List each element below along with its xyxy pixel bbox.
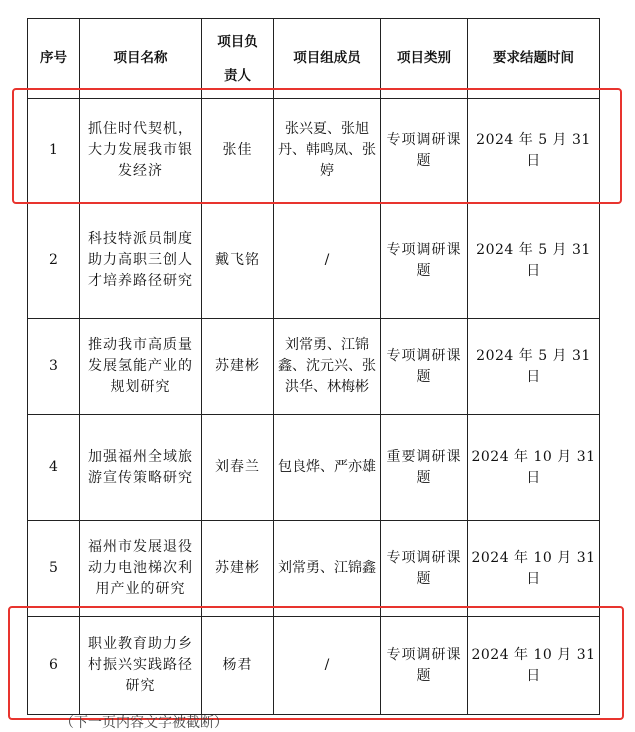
table-row [28,617,600,715]
row-members: 张兴夏、张旭丹、韩鸣凤、张婷 [274,99,381,203]
row-project-name: 科技特派员制度助力高职三创人才培养路径研究 [80,203,202,319]
row-deadline: 2024 年 10 月 31 日 [468,415,600,521]
table-row [28,99,600,203]
row-deadline: 2024 年 5 月 31 日 [468,319,600,415]
header-members: 项目组成员 [274,19,381,99]
row-leader: 戴飞铭 [202,203,274,319]
row-members: / [274,203,381,319]
row-category: 专项调研课题 [381,617,468,715]
header-leader [202,19,274,99]
table-row [28,203,600,319]
project-table [27,18,600,715]
truncated-footer-text: （下一页内容文字被截断） [60,715,228,731]
row-project-name: 福州市发展退役动力电池梯次利用产业的研究 [80,521,202,617]
header-name: 项目名称 [80,19,202,99]
header-deadline: 要求结题时间 [468,19,600,99]
row-members: 刘常勇、江锦鑫 [274,521,381,617]
table-row [28,415,600,521]
table-row [28,521,600,617]
row-leader: 杨君 [202,617,274,715]
row-project-name: 职业教育助力乡村振兴实践路径研究 [80,617,202,715]
row-leader: 苏建彬 [202,319,274,415]
row-leader: 苏建彬 [202,521,274,617]
header-leader-line2: 责人 [224,67,251,84]
row-index: 1 [28,99,80,203]
row-index: 4 [28,415,80,521]
row-members: 包良烨、严亦雄 [274,415,381,521]
row-index: 3 [28,319,80,415]
row-index: 6 [28,617,80,715]
row-category: 专项调研课题 [381,99,468,203]
row-category: 专项调研课题 [381,521,468,617]
row-category: 专项调研课题 [381,319,468,415]
row-category: 重要调研课题 [381,415,468,521]
row-project-name: 抓住时代契机，大力发展我市银发经济 [80,99,202,203]
row-project-name: 加强福州全域旅游宣传策略研究 [80,415,202,521]
header-category: 项目类别 [381,19,468,99]
table-row [28,319,600,415]
row-leader: 张佳 [202,99,274,203]
row-project-name: 推动我市高质量发展氢能产业的规划研究 [80,319,202,415]
row-category: 专项调研课题 [381,203,468,319]
header-row [28,19,600,99]
row-index: 5 [28,521,80,617]
header-leader-line1: 项目负 [217,33,258,50]
row-deadline: 2024 年 5 月 31 日 [468,99,600,203]
row-members: / [274,617,381,715]
row-leader: 刘春兰 [202,415,274,521]
row-deadline: 2024 年 10 月 31 日 [468,521,600,617]
row-members: 刘常勇、江锦鑫、沈元兴、张洪华、林梅彬 [274,319,381,415]
header-index: 序号 [28,19,80,99]
row-deadline: 2024 年 10 月 31 日 [468,617,600,715]
row-deadline: 2024 年 5 月 31 日 [468,203,600,319]
row-index: 2 [28,203,80,319]
